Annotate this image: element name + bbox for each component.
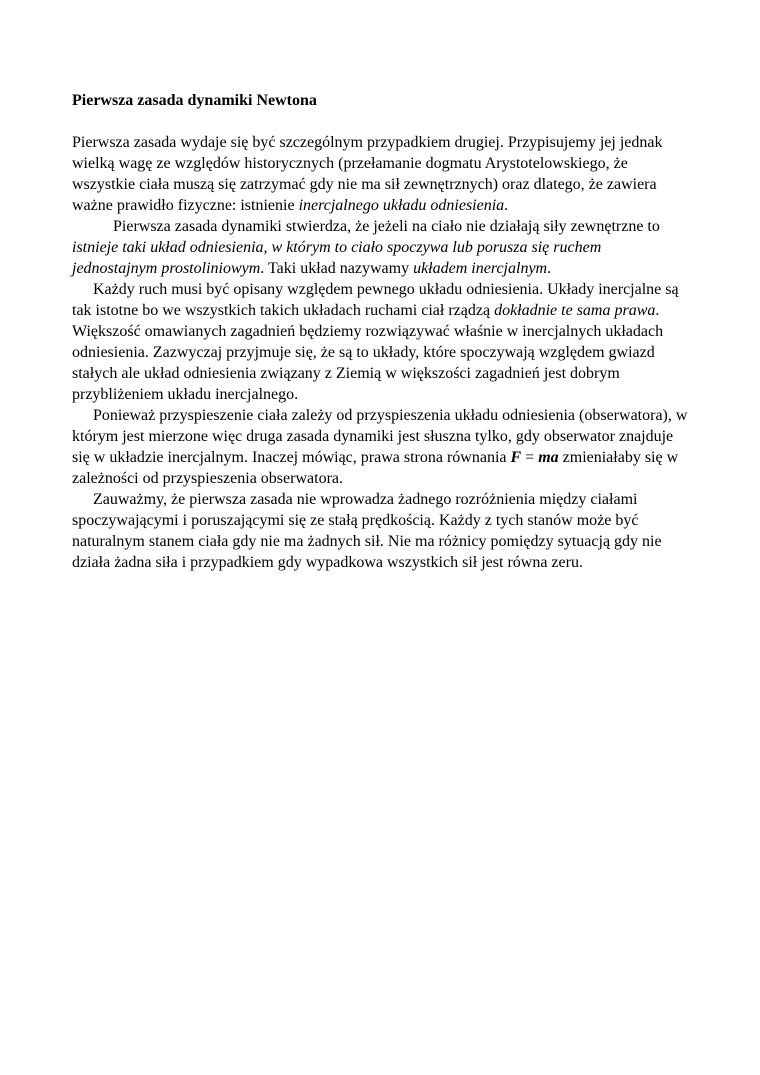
- text-run: Zauważmy, że pierwsza zasada nie wprowadza żadnego rozróżnienia między ciałami spoczywającymi i poruszającymi się ze stałą prędkością. Każdy z tych stanów może być naturalnym stanem ciała gdy nie ma żadnych sił. Nie ma różnicy pomiędzy sytuacją gdy nie działa żadna siła i przypadkiem gdy wypadkowa wszystkich sił jest równa zeru.: [72, 491, 662, 571]
- paragraph-2: [72, 216, 688, 279]
- paragraph-4: [72, 405, 688, 489]
- paragraph-5: [72, 489, 688, 573]
- text-run: . Taki układ nazywamy: [260, 260, 414, 277]
- text-run: Ponieważ przyspieszenie ciała zależy od przyspieszenia układu odniesienia (obserwatora), w którym jest mierzone więc druga zasada dynamiki jest słuszna tylko, gdy obserwator znajduje się w układzie inercjalnym. Inaczej mówiąc, prawa strona równania: [72, 407, 688, 466]
- text-run: ma: [538, 449, 559, 466]
- text-run: .: [547, 260, 552, 277]
- text-run: Każdy ruch musi być opisany względem pewnego układu odniesienia. Układy inercjalne są tak istotne bo we wszystkich takich układach ruchami ciał rządzą: [72, 281, 679, 319]
- document-title: Pierwsza zasada dynamiki Newtona: [72, 92, 317, 109]
- text-run: F: [510, 449, 522, 466]
- paragraph-3: [72, 279, 688, 405]
- text-run: .: [504, 197, 509, 214]
- text-run: zmieniałaby się w zależności od przyspieszenia obserwatora.: [72, 449, 679, 487]
- text-run: Pierwsza zasada dynamiki stwierdza, że jeżeli na ciało nie działają siły zewnętrzne to: [113, 218, 660, 235]
- text-run: . Większość omawianych zagadnień będziemy rozwiązywać właśnie w inercjalnych układach odniesienia. Zazwyczaj przyjmuje się, że są to układy, które spoczywają względem gwiazd stałych ale układ odniesienia związany z Ziemią w większości zagadnień jest dobrym przybliżeniem układu inercjalnego.: [72, 302, 664, 403]
- text-run: układem inercjalnym: [413, 260, 548, 277]
- text-run: =: [521, 449, 539, 466]
- text-run: Pierwsza zasada wydaje się być szczególnym przypadkiem drugiej. Przypisujemy jej jednak wielką wagę ze względów historycznych (przełamanie dogmatu Arystotelowskiego, że wszystkie ciała muszą się zatrzymać gdy nie ma sił zewnętrznych) oraz dlatego, że zawiera ważne prawidło fizyczne: istnienie: [72, 134, 663, 214]
- document-body: [72, 132, 688, 573]
- text-run: istnieje taki układ odniesienia, w którym to ciało spoczywa lub porusza się ruchem jednostajnym prostoliniowym: [72, 239, 602, 277]
- text-run: dokładnie te sama prawa: [494, 302, 656, 319]
- paragraph-1: [72, 132, 688, 216]
- text-run: inercjalnego układu odniesienia: [298, 197, 505, 214]
